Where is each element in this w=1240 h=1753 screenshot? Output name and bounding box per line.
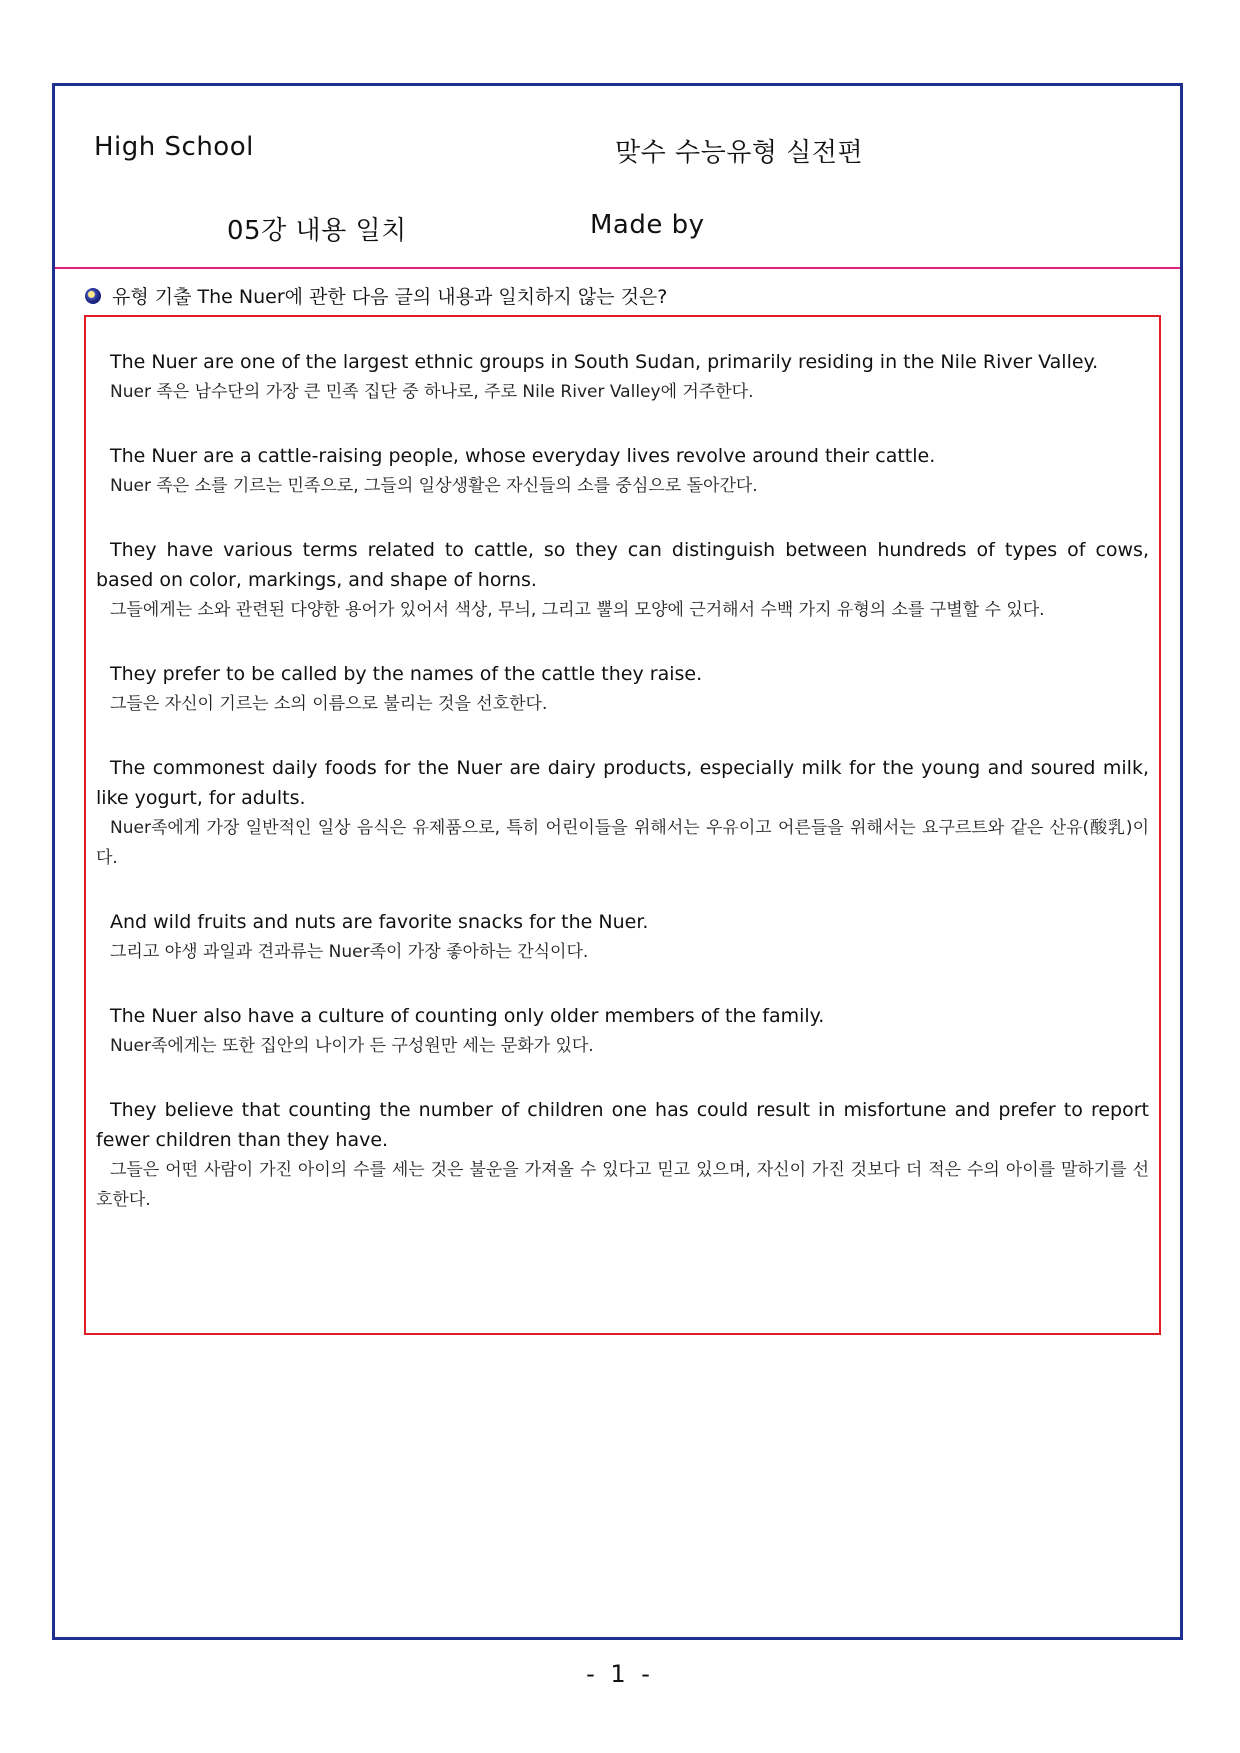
korean-translation: Nuer 족은 남수단의 가장 큰 민족 집단 중 하나로, 주로 Nile River Valley에 거주한다. (110, 382, 754, 402)
english-sentence: The Nuer are a cattle-raising people, whose everyday lives revolve around their cattle. (110, 445, 936, 467)
page-number: - 1 - (586, 1660, 654, 1688)
korean-translation: 그들은 자신이 기르는 소의 이름으로 불리는 것을 선호한다. (110, 694, 548, 714)
english-sentence: They believe that counting the number of children one has could result in misfortune and prefer to report fewer children than they have. (96, 1099, 1149, 1151)
bullet-icon (85, 288, 101, 304)
lesson-title: 05강 내용 일치 (227, 216, 407, 246)
passage-pair-8 (96, 1095, 1149, 1215)
english-sentence: The Nuer are one of the largest ethnic groups in South Sudan, primarily residing in the Nile River Valley. (110, 351, 1099, 373)
korean-translation: 그들에게는 소와 관련된 다양한 용어가 있어서 색상, 무늬, 그리고 뿔의 모양에 근거해서 수백 가지 유형의 소를 구별할 수 있다. (110, 600, 1045, 620)
passage-pair-3 (96, 535, 1149, 625)
passage-pair-4 (96, 659, 1149, 719)
passage-pair-5 (96, 753, 1149, 873)
header-divider (55, 267, 1180, 269)
made-by-label: Made by (590, 210, 705, 240)
series-title: 맞수 수능유형 실전편 (615, 138, 864, 168)
passage-pair-7 (96, 1001, 1149, 1061)
page-frame (52, 83, 1183, 1640)
question-line (85, 282, 667, 309)
school-label: High School (94, 132, 254, 162)
question-text: 유형 기출 The Nuer에 관한 다음 글의 내용과 일치하지 않는 것은? (112, 286, 668, 308)
korean-translation: Nuer족에게는 또한 집안의 나이가 든 구성원만 세는 문화가 있다. (110, 1036, 594, 1056)
korean-translation: 그리고 야생 과일과 견과류는 Nuer족이 가장 좋아하는 간식이다. (110, 942, 589, 962)
korean-translation: Nuer족에게 가장 일반적인 일상 음식은 유제품으로, 특히 어린이들을 위해서는 우유이고 어른들을 위해서는 요구르트와 같은 산유(酸乳)이다. (96, 818, 1149, 868)
english-sentence: And wild fruits and nuts are favorite snacks for the Nuer. (110, 911, 649, 933)
korean-translation: 그들은 어떤 사람이 가진 아이의 수를 세는 것은 불운을 가져올 수 있다고 믿고 있으며, 자신이 가진 것보다 더 적은 수의 아이를 말하기를 선호한다. (96, 1160, 1149, 1210)
passage-pair-2 (96, 441, 1149, 501)
korean-translation: Nuer 족은 소를 기르는 민족으로, 그들의 일상생활은 자신들의 소를 중심으로 돌아간다. (110, 476, 758, 496)
passage-pair-6 (96, 907, 1149, 967)
english-sentence: They have various terms related to cattle, so they can distinguish between hundreds of types of cows, based on color, markings, and shape of horns. (96, 539, 1149, 591)
english-sentence: They prefer to be called by the names of the cattle they raise. (110, 663, 703, 685)
passage-box (84, 315, 1161, 1335)
english-sentence: The commonest daily foods for the Nuer are dairy products, especially milk for the young and soured milk, like yogurt, for adults. (96, 757, 1149, 809)
passage-pair-1 (96, 347, 1149, 407)
english-sentence: The Nuer also have a culture of counting only older members of the family. (110, 1005, 825, 1027)
